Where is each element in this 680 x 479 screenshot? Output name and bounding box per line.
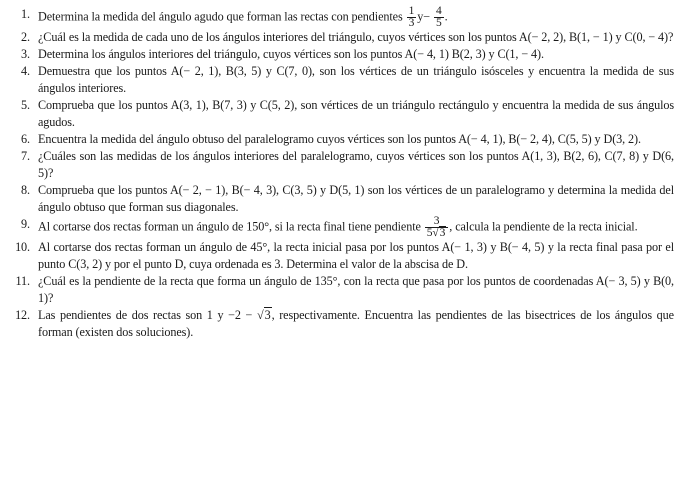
problem-text: Las pendientes de dos rectas son 1 y −2 − (38, 308, 253, 322)
problem-number: 4. (21, 64, 30, 78)
problem-text: ¿Cuál es la medida de cada uno de los ángulos interiores del triángulo, cuyos vértices son los puntos A(− 2, 2), B(1, − 1) y C(0, − 4)? (38, 30, 674, 44)
problem-9 (6, 216, 674, 239)
problem-6 (6, 131, 674, 148)
problem-11 (6, 273, 674, 307)
square-root: 3 (264, 308, 271, 322)
problem-8 (6, 182, 674, 216)
problem-text: ¿Cuál es la pendiente de la recta que forma un ángulo de 135°, con la recta que pasa por los puntos de coordenadas A(− 3, 5) y B(0, 1)? (38, 274, 674, 305)
problem-text: Encuentra la medida del ángulo obtuso del paralelogramo cuyos vértices son los puntos A(− 4, 1), B(− 2, 4), C(5, 5) y D(3, 2). (38, 132, 641, 146)
problem-1: 1. Determina la medida del ángulo agudo que forman las rectas con pendientes $\frac{1}{3}$ y− $\frac{4}{5}$ . (6, 6, 674, 29)
problem-number: 10. (15, 240, 30, 254)
problem-text: ¿Cuáles son las medidas de los ángulos interiores del paralelogramo, cuyos vértices son los puntos A(1, 3), B(2, 6), C(7, 8) y D(6, 5)? (38, 149, 674, 180)
problem-text: Determina la medida del ángulo agudo que forman las rectas con pendientes (38, 9, 403, 24)
problem-number: 6. (21, 132, 30, 146)
problem-text-tail: , calcula la pendiente de la recta inicial. (449, 219, 638, 234)
problem-3 (6, 46, 674, 63)
problem-number: 12. (15, 308, 30, 322)
problem-5 (6, 97, 674, 131)
problem-4 (6, 63, 674, 97)
problem-text: Al cortarse dos rectas forman un ángulo de 150°, si la recta final tiene pendiente (38, 219, 421, 234)
problem-number: 3. (21, 47, 30, 61)
problem-number: 9. (21, 217, 30, 231)
problem-number: 5. (21, 98, 30, 112)
problem-number: 1. (21, 7, 30, 21)
fraction: $\frac{3}{5√3}$ (425, 216, 449, 239)
problem-number: 11. (15, 274, 30, 288)
problem-number: 8. (21, 183, 30, 197)
problem-number: 7. (21, 149, 30, 163)
problem-text: Comprueba que los puntos A(− 2, − 1), B(− 4, 3), C(3, 5) y D(5, 1) son los vértices de un paralelogramo y determina la medida del ángulo obtuso que forman sus diagonales. (38, 183, 674, 214)
problem-text: Determina los ángulos interiores del triángulo, cuyos vértices son los puntos A(− 4, 1) B(2, 3) y C(1, − 4). (38, 47, 544, 61)
fraction: $\frac{4}{5}$ (435, 5, 442, 29)
problem-10 (6, 239, 674, 273)
problem-number: 2. (21, 30, 30, 44)
fraction: $\frac{1}{3}$ (408, 5, 415, 29)
problem-12: 12. Las pendientes de dos rectas son 1 y −2 − √3, respectivamente. Encuentra las pendientes de las bisectrices de los ángulos que forman (existen dos soluciones). (6, 307, 674, 341)
problem-2 (6, 29, 674, 46)
problem-text: Comprueba que los puntos A(3, 1), B(7, 3) y C(5, 2), son vértices de un triángulo rectángulo y encuentra la medida de sus ángulos agudos. (38, 98, 674, 129)
problem-text: Al cortarse dos rectas forman un ángulo de 45°, la recta inicial pasa por los puntos A(− 1, 3) y B(− 4, 5) y la recta final pasa por el punto C(3, 2) y por el punto D, cuya ordenada es 3. Determina el valor de la abscisa de D. (38, 240, 674, 271)
problem-7 (6, 148, 674, 182)
problem-text: Demuestra que los puntos A(− 2, 1), B(3, 5) y C(7, 0), son los vértices de un triángulo isósceles y encuentra la medida de sus ángulos interiores. (38, 64, 674, 95)
problem-text-tail: , respectivamente. Encuentra las pendientes de las bisectrices de los ángulos que forman (existen dos soluciones). (38, 308, 674, 339)
